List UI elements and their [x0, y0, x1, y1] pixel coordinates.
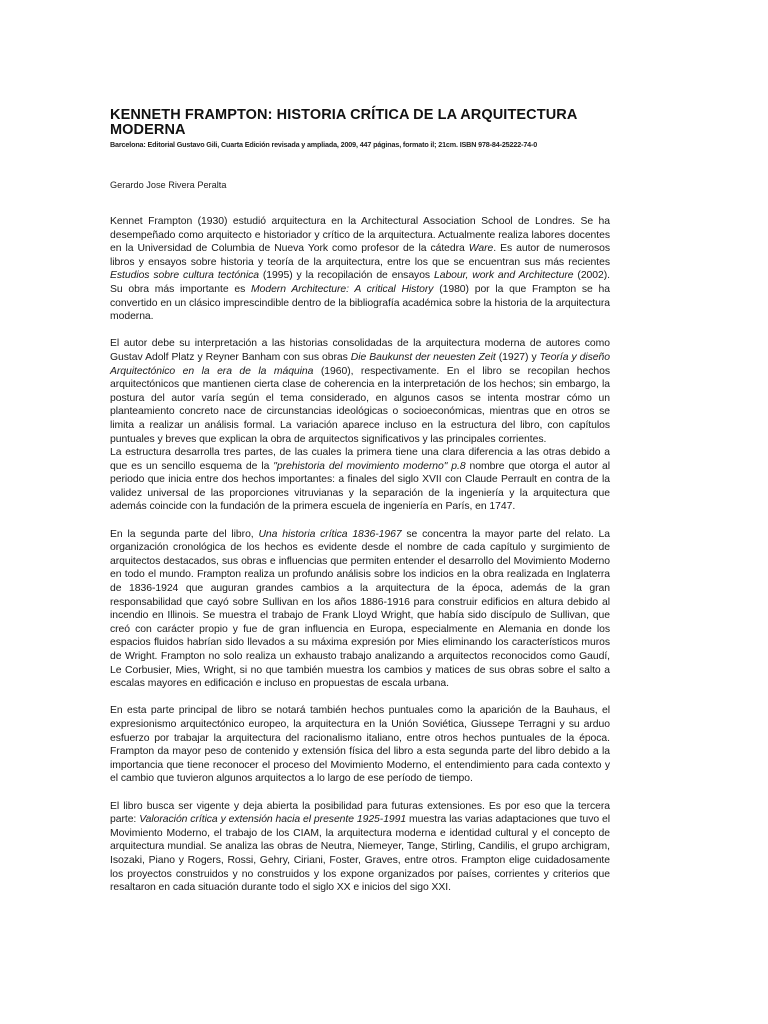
text-run: La estructura desarrolla tres partes, de las cuales la primera tiene una clara diferencia a las otras debido a que es un sencillo esquema de la	[110, 447, 610, 472]
text-run: Kennet Frampton (1930) estudió arquitectura en la Architectural Association School de Londres. Se ha desempeñado como arquitecto e historiador y crítico de la arquitectura. Actualmente realiza labores docentes en la Universidad de Columbia de Nueva York como profesor de la cátedra	[110, 216, 610, 255]
text-run: . Es autor de numerosos libros y ensayos sobre historia y teoría de la arquitectura, entre los que se encuentran sus más recientes	[110, 243, 610, 268]
document-content	[110, 108, 610, 895]
italic-text: Die Baukunst der neuesten Zeit	[350, 351, 496, 363]
text-run: El autor debe su interpretación a las historias consolidadas de la arquitectura moderna de autores como Gustav Adolf Platz y Reyner Banham con sus obras	[110, 338, 610, 363]
paragraph	[110, 446, 610, 514]
text-run: (1960), respectivamente. En el libro se recopilan hechos arquitectónicos que mantienen cierta clase de coherencia en la interpretación de los hechos; sin embargo, la postura del autor varía según el tema considerado, en algunos casos se intenta mostrar cómo un planteamiento concreto nace de circunstancias ideológicas o socioeconómicas, mientras que en otros se limita a realizar un análisis formal. La variación aparece incluso en la estructura del libro, con capítulos puntuales y breves que explican la obra de arquitectos significativos y las principales corrientes.	[110, 365, 610, 445]
text-run: (1980) por la que Frampton se ha convertido en un clásico imprescindible dentro de la bibliografía académica sobre la historia de la arquitectura moderna.	[110, 283, 610, 323]
paragraph	[110, 528, 610, 691]
paragraph	[110, 800, 610, 895]
text-run: (1995) y la recopilación de ensayos	[258, 270, 434, 282]
italic-text: Ware	[468, 243, 494, 255]
document-title: KENNETH FRAMPTON: HISTORIA CRÍTICA DE LA ARQUITECTURA MODERNA	[110, 107, 577, 138]
paragraph	[110, 704, 610, 786]
italic-text: Estudios sobre cultura tectónica	[110, 270, 259, 282]
italic-text: "prehistoria del movimiento moderno" p.8	[273, 460, 466, 472]
text-run: (1927) y	[495, 351, 540, 363]
text-run: nombre que otorga el autor al periodo que inicia entre dos hechos importantes: a finales del siglo XVII con Claude Perrault en contra de la validez universal de las proporciones vitruvianas y la separación de la ingeniería y la arquitectura que además coincide con la fundación de la primera escuela de ingeniería en París, en 1747.	[110, 460, 610, 513]
italic-text: Teoría y diseño Arquitectónico en la era de la máquina	[110, 351, 610, 377]
paragraph	[110, 215, 610, 324]
author-name: Gerardo Jose Rivera Peralta	[110, 180, 227, 190]
publication-info: Barcelona: Editorial Gustavo Gili, Cuarta Edición revisada y ampliada, 2009, 447 páginas, formato il; 21cm. ISBN 978-84-25222-74-0	[110, 140, 538, 149]
text-run: muestra las varias adaptaciones que tuvo el Movimiento Moderno, el trabajo de los CIAM, la arquitectura moderna e identidad cultural y el concepto de arquitectura mundial. Se analiza las obras de Neutra, Niemeyer, Tange, Stirling, Candilis, el grupo archigram, Isozaki, Piano y Rogers, Rossi, Gehry, Ciriani, Foster, Graves, entre otros. Frampton elige cuidadosamente los proyectos construidos y no construidos y los expone organizados por países, corrientes y criterios que resaltaron en cada situación durante todo el siglo XX e inicios del sigo XXI.	[110, 814, 611, 894]
italic-text: Una historia crítica 1836-1967	[258, 528, 402, 540]
text-run: se concentra la mayor parte del relato. La organización cronológica de los hechos es evidente desde el nombre de cada capítulo y surgimiento de arquitectos destacados, sus obras e influencias que permiten entender el desarrollo del Movimiento Moderno en todo el mundo. Frampton realiza un profundo análisis sobre los indicios en la obra realizada en Inglaterra de 1836-1924 que auguran grandes cambios a la arquitectura de la época, además de la gran responsabilidad que cayó sobre Sullivan en los años 1886-1916 para construir edificios en altura debido al incendio en Illinois. Se muestra el trabajo de Frank Lloyd Wright, que había sido discípulo de Sullivan, que creó con carácter propio y fue de gran influencia en Europa, especialmente en Alemania en donde los espacios fluidos habrían sido llevados a su máxima expresión por Mies eliminando los característicos muros de Wright. Frampton no solo realiza un exhausto trabajo analizando a arquitectos reconocidos como Gaudí, Le Corbusier, Mies, Wright, si no que también muestra los cambios y matices de sus obras sobre el salto a escalas mayores en edificación e incluso en propuestas de escala urbana.	[110, 528, 611, 690]
text-run: El libro busca ser vigente y deja abierta la posibilidad para futuras extensiones. Es por eso que la tercera parte:	[110, 800, 610, 826]
italic-text: Labour, work and Architecture	[434, 270, 574, 282]
document-body	[110, 215, 610, 895]
paragraph	[110, 337, 610, 446]
text-run: En esta parte principal de libro se notará también hechos puntuales como la aparición de la Bauhaus, el expresionismo arquitectónico europeo, la arquitectura en la Unión Soviética, Giussepe Terragni y su arduo esfuerzo por trabajar la arquitectura del racionalismo italiano, entre otros hechos puntuales de la época. Frampton da mayor peso de contenido y extensión física del libro a esta segunda parte del libro debido a la importancia que tiene reconocer el proceso del Movimiento Moderno, el entendimiento para cada contexto y el cambio que tuvieron algunos arquitectos a lo largo de ese período de tiempo.	[110, 705, 610, 785]
text-run: (2002). Su obra más importante es	[110, 270, 610, 295]
italic-text: Modern Architecture: A critical History	[251, 283, 434, 295]
italic-text: Valoración crítica y extensión hacia el presente 1925-1991	[139, 814, 407, 826]
text-run: En la segunda parte del libro,	[110, 528, 259, 540]
